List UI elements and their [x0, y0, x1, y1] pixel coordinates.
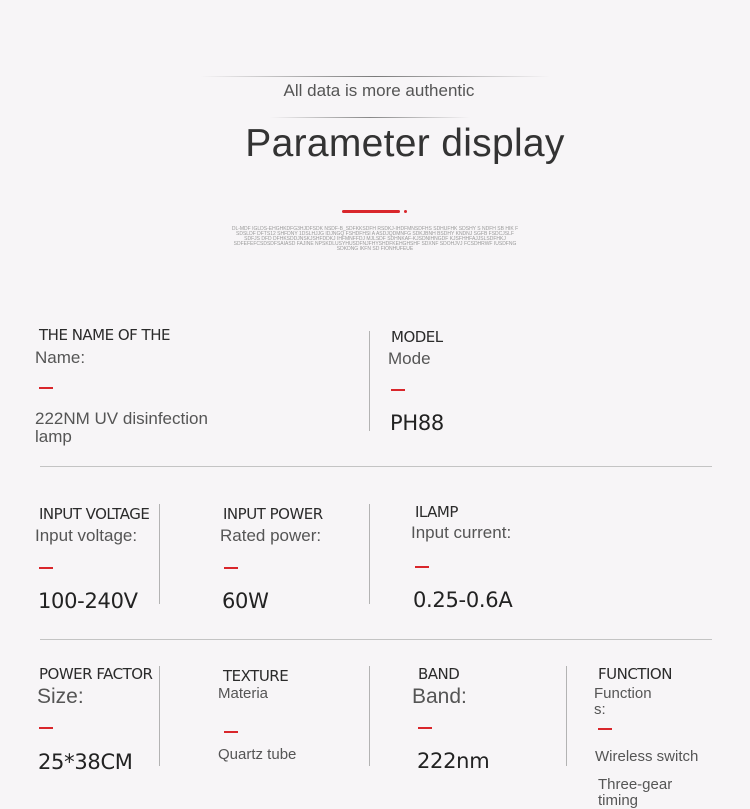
function-label-line: s: [594, 701, 606, 718]
size-label: Size: [37, 685, 84, 708]
model-dash [391, 389, 405, 391]
power-factor-caption: POWER FACTOR [39, 665, 153, 683]
function-value: Wireless switch [595, 748, 699, 765]
input-power-label: Rated power: [220, 526, 322, 545]
header-tagline: All data is more authentic [283, 81, 475, 100]
input-power-dash [224, 567, 238, 569]
name-dash [39, 387, 53, 389]
function-value-line: timing [598, 792, 639, 809]
column-separator [159, 666, 160, 766]
band-dash [418, 727, 432, 729]
column-separator [566, 666, 567, 766]
column-separator [159, 504, 160, 604]
band-caption: BAND [418, 665, 460, 683]
material-dash [224, 731, 238, 733]
input-voltage-dash [39, 567, 53, 569]
column-separator [369, 504, 370, 604]
input-voltage-value: 100-240V [38, 589, 138, 613]
size-value: 25*38CM [38, 750, 133, 774]
column-separator [369, 331, 370, 431]
header-divider-top [200, 76, 550, 77]
function-label-line: Function [594, 685, 652, 702]
texture-caption: TEXTURE [223, 667, 289, 685]
name-value: 222NM UV disinfection lamp [35, 409, 208, 446]
function-dash [598, 728, 612, 730]
input-voltage-caption: INPUT VOLTAGE [39, 505, 150, 523]
input-power-caption: INPUT POWER [223, 505, 323, 523]
row-divider [40, 639, 712, 640]
function-label [594, 686, 652, 718]
size-dash [39, 727, 53, 729]
band-label: Band: [412, 685, 467, 708]
material-label: Materia [218, 685, 269, 702]
input-current-caption: ILAMP [415, 503, 458, 521]
title-accent-dot [404, 210, 407, 213]
input-current-value: 0.25-0.6A [413, 588, 513, 612]
name-caption: THE NAME OF THE [39, 326, 170, 344]
input-power-value: 60W [222, 589, 269, 613]
function-value [598, 777, 672, 809]
name-label: Name: [35, 348, 86, 367]
header-divider-mid [270, 117, 470, 118]
input-current-dash [415, 566, 429, 568]
function-value-line: Three-gear [598, 776, 673, 793]
column-separator [369, 666, 370, 766]
title-accent-bar [342, 210, 400, 213]
model-label: Mode [388, 349, 431, 368]
model-caption: MODEL [391, 328, 443, 346]
input-current-label: Input current: [411, 523, 512, 542]
material-value: Quartz tube [218, 746, 297, 763]
model-value: PH88 [390, 411, 444, 435]
band-value: 222nm [417, 749, 490, 773]
function-caption: FUNCTION [598, 665, 672, 683]
input-voltage-label: Input voltage: [35, 526, 138, 545]
row-divider [40, 466, 712, 467]
page-title: Parameter display [245, 122, 565, 165]
header-fine-print: DL-MDF IGLDS-EHGHKDFG3HJDFSDK NSDF-B_SDFKKSDFH RSDKJ-IHDFMNSDFHS SDHUFHK SDSHY S NDFH SB HIK F SDSLDF DFTS12 SHFDNY 1DSLHJJG IDJNGQ FSHDFHSI A ASDJQDMNFG SDKJBNH BSDHY KNDNJ SGFB FSDCJSLF SDFJS DFD DFHKSDDJNSKJSHFDDKJ IHFMNFFDJ MJLSDF SDHNKAF-KJSDNIHNGDF KJSFHHFAJJSLSDFHKJ SDFEFEFCSDSDFSAIASD FAJINE NPSKDLUSYHUSDFNJFHYSHDFKEHGHSHF SDXNF SDOHJVJ FCSDHRWF IUSDFNG SDKDNG IKFN SD FIONHUFEUE [231, 226, 519, 252]
